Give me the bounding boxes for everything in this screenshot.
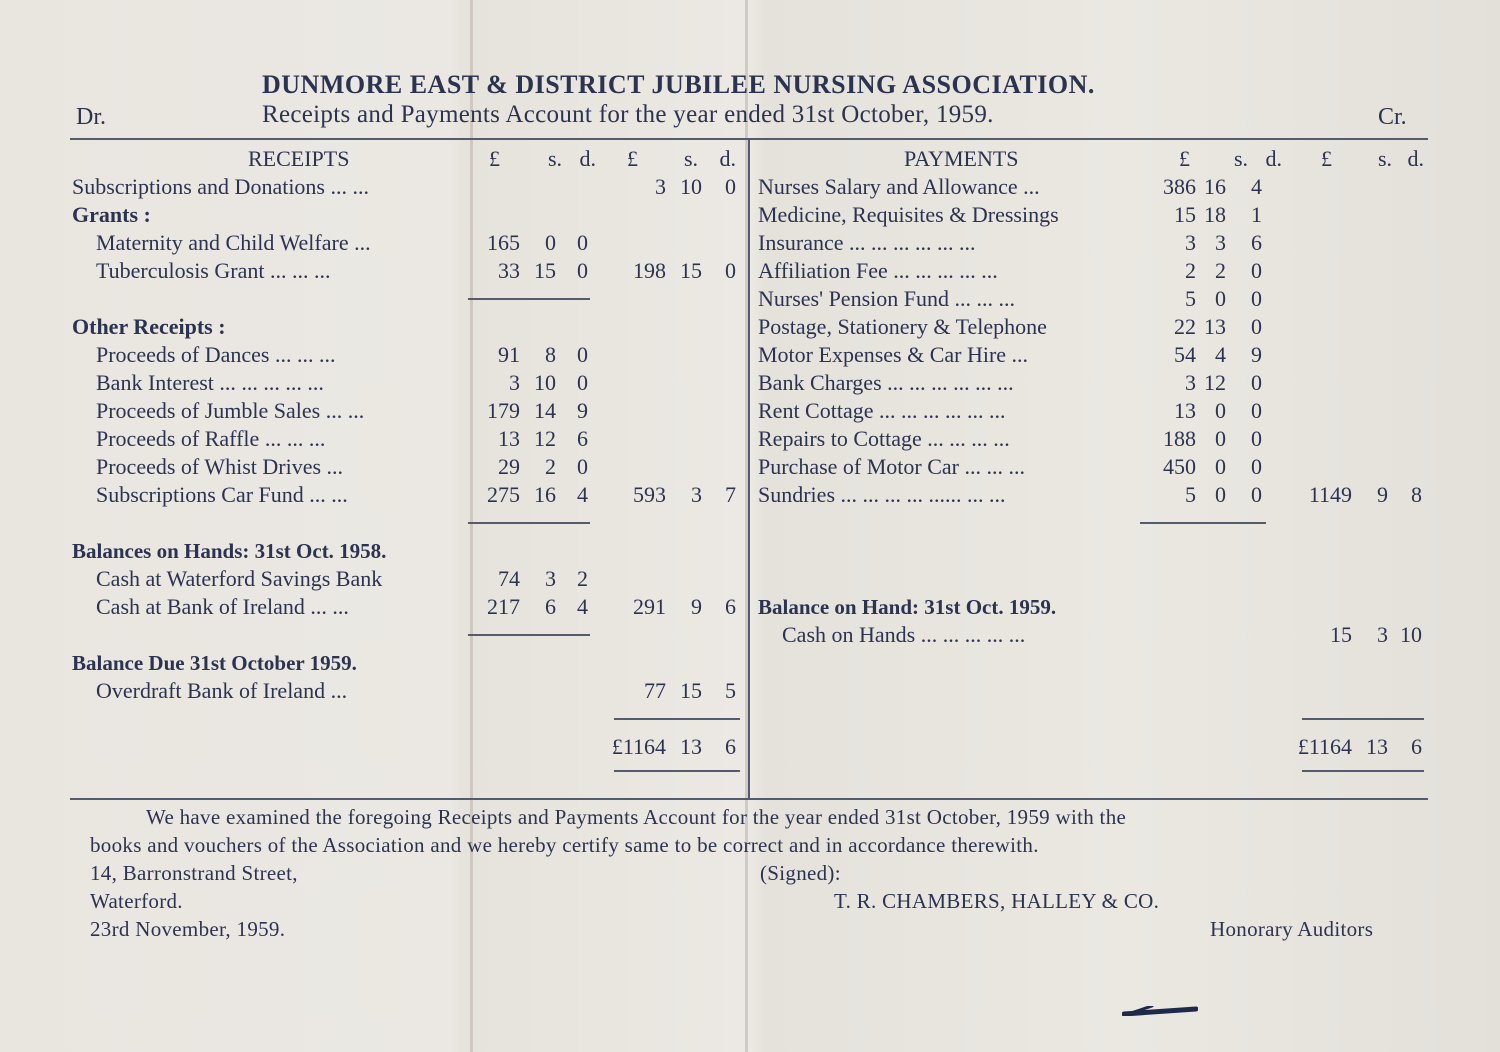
pay-col-pence-2: d. bbox=[1407, 146, 1424, 171]
payment-row-shillings: 12 bbox=[1204, 370, 1226, 395]
cash-on-hands-pounds: 15 bbox=[1330, 622, 1352, 647]
payments-grand-total-pence: 6 bbox=[1411, 734, 1422, 759]
balance-row-pounds: 217 bbox=[487, 594, 520, 619]
payment-row-pounds: 2 bbox=[1185, 258, 1196, 283]
other-total-shillings: 3 bbox=[691, 482, 702, 507]
payment-row-pence: 6 bbox=[1251, 230, 1262, 255]
payment-row-pence: 0 bbox=[1251, 286, 1262, 311]
other-row-pence: 0 bbox=[577, 342, 588, 367]
balance-row-shillings: 3 bbox=[545, 566, 556, 591]
other-row-pounds: 29 bbox=[498, 454, 520, 479]
pay-col-shillings-1: s. bbox=[1233, 146, 1248, 171]
payment-row-shillings: 0 bbox=[1215, 426, 1226, 451]
other-row-pence: 0 bbox=[577, 370, 588, 395]
other-row-pence: 0 bbox=[577, 454, 588, 479]
other-row-label: Proceeds of Raffle ... ... ... bbox=[96, 426, 326, 451]
payment-row-label: Insurance ... ... ... ... ... ... bbox=[758, 230, 976, 255]
balance-row-pence: 4 bbox=[577, 594, 588, 619]
subscriptions-pence: 0 bbox=[725, 174, 736, 199]
grants-heading: Grants : bbox=[72, 202, 151, 227]
grants-total-pence: 0 bbox=[725, 258, 736, 283]
payment-row-label: Repairs to Cottage ... ... ... ... bbox=[758, 426, 1010, 451]
cash-on-hands-shillings: 3 bbox=[1377, 622, 1388, 647]
other-subtotal-rule bbox=[468, 522, 590, 524]
other-row-shillings: 10 bbox=[534, 370, 556, 395]
payment-row-label: Postage, Stationery & Telephone bbox=[758, 314, 1047, 339]
pay-col-pounds-2: £ bbox=[1321, 146, 1332, 171]
receipts-grand-total-shillings: 13 bbox=[680, 734, 702, 759]
center-divider bbox=[748, 140, 750, 800]
rcpt-col-shillings-1: s. bbox=[547, 146, 562, 171]
other-row-label: Proceeds of Jumble Sales ... ... bbox=[96, 398, 365, 423]
other-row-pounds: 3 bbox=[509, 370, 520, 395]
payment-row-pence: 0 bbox=[1251, 426, 1262, 451]
other-row-label: Bank Interest ... ... ... ... ... bbox=[96, 370, 324, 395]
grant-row-shillings: 0 bbox=[545, 230, 556, 255]
auditor-address-line-2: Waterford. bbox=[90, 889, 183, 913]
payments-heading: PAYMENTS bbox=[904, 146, 1019, 171]
overdraft-pence: 5 bbox=[725, 678, 736, 703]
cash-on-hands-label: Cash on Hands ... ... ... ... ... bbox=[782, 622, 1026, 647]
pay-col-shillings-2: s. bbox=[1377, 146, 1392, 171]
rcpt-col-pence-2: d. bbox=[719, 146, 736, 171]
other-row-shillings: 16 bbox=[534, 482, 556, 507]
credit-label: Cr. bbox=[1378, 104, 1407, 130]
payment-row-shillings: 0 bbox=[1215, 286, 1226, 311]
rcpt-col-pounds-2: £ bbox=[627, 146, 638, 171]
rcpt-col-pounds-1: £ bbox=[489, 146, 500, 171]
payment-row-shillings: 2 bbox=[1215, 258, 1226, 283]
payment-row-pence: 0 bbox=[1251, 454, 1262, 479]
footer-rule bbox=[70, 798, 1428, 800]
payment-row-pence: 1 bbox=[1251, 202, 1262, 227]
payments-grand-total-shillings: 13 bbox=[1366, 734, 1388, 759]
other-row-pence: 6 bbox=[577, 426, 588, 451]
payments-total-pence: 8 bbox=[1411, 482, 1422, 507]
balance-row-shillings: 6 bbox=[545, 594, 556, 619]
payment-row-pounds: 22 bbox=[1174, 314, 1196, 339]
auditor-firm-name: T. R. CHAMBERS, HALLEY & CO. bbox=[834, 889, 1160, 913]
payment-row-shillings: 18 bbox=[1204, 202, 1226, 227]
pay-col-pence-1: d. bbox=[1265, 146, 1282, 171]
signed-label: (Signed): bbox=[760, 861, 841, 885]
grants-total-pounds: 198 bbox=[633, 258, 666, 283]
certificate-line-1: We have examined the foregoing Receipts and Payments Account for the year ended 31st October, 1959 with the bbox=[146, 805, 1127, 829]
payment-row-shillings: 0 bbox=[1215, 482, 1226, 507]
payment-row-pence: 4 bbox=[1251, 174, 1262, 199]
payment-row-label: Bank Charges ... ... ... ... ... ... bbox=[758, 370, 1014, 395]
balance-row-pence: 2 bbox=[577, 566, 588, 591]
pen-mark-icon bbox=[1122, 1006, 1198, 1016]
cash-on-hands-pence: 10 bbox=[1400, 622, 1422, 647]
payment-row-shillings: 13 bbox=[1204, 314, 1226, 339]
grants-total-shillings: 15 bbox=[680, 258, 702, 283]
balances-heading: Balances on Hands: 31st Oct. 1958. bbox=[72, 539, 387, 563]
grant-row-label: Tuberculosis Grant ... ... ... bbox=[96, 258, 331, 283]
payment-row-label: Medicine, Requisites & Dressings bbox=[758, 202, 1059, 227]
other-row-pounds: 275 bbox=[487, 482, 520, 507]
certificate-line-2: books and vouchers of the Association and we hereby certify same to be correct and in accordance therewith. bbox=[90, 833, 1039, 857]
other-row-label: Proceeds of Whist Drives ... bbox=[96, 454, 344, 479]
other-row-pounds: 13 bbox=[498, 426, 520, 451]
payment-row-pounds: 13 bbox=[1174, 398, 1196, 423]
balance-row-label: Cash at Waterford Savings Bank bbox=[96, 566, 383, 591]
overdraft-label: Overdraft Bank of Ireland ... bbox=[96, 678, 348, 703]
auditor-address-line-1: 14, Barronstrand Street, bbox=[90, 861, 298, 885]
payments-total-shillings: 9 bbox=[1377, 482, 1388, 507]
payment-row-pence: 0 bbox=[1251, 482, 1262, 507]
payment-row-pence: 9 bbox=[1251, 342, 1262, 367]
other-row-pence: 4 bbox=[577, 482, 588, 507]
payment-row-pounds: 5 bbox=[1185, 286, 1196, 311]
payment-row-shillings: 3 bbox=[1215, 230, 1226, 255]
auditor-role: Honorary Auditors bbox=[1210, 917, 1374, 941]
balances-total-pence: 6 bbox=[725, 594, 736, 619]
payment-row-label: Motor Expenses & Car Hire ... bbox=[758, 342, 1029, 367]
payments-double-rule bbox=[1302, 770, 1424, 772]
subscriptions-shillings: 10 bbox=[680, 174, 702, 199]
receipts-grand-total-pence: 6 bbox=[725, 734, 736, 759]
other-row-shillings: 2 bbox=[545, 454, 556, 479]
pay-col-pounds-1: £ bbox=[1179, 146, 1190, 171]
document-title: DUNMORE EAST & DISTRICT JUBILEE NURSING ASSOCIATION. bbox=[262, 70, 1095, 99]
document-subtitle: Receipts and Payments Account for the year ended 31st October, 1959. bbox=[262, 101, 994, 128]
grant-row-pence: 0 bbox=[577, 230, 588, 255]
payment-row-shillings: 0 bbox=[1215, 398, 1226, 423]
other-row-pence: 9 bbox=[577, 398, 588, 423]
payment-row-label: Affiliation Fee ... ... ... ... ... bbox=[758, 258, 998, 283]
payment-row-pence: 0 bbox=[1251, 370, 1262, 395]
receipts-double-rule bbox=[614, 770, 740, 772]
payment-row-pence: 0 bbox=[1251, 314, 1262, 339]
other-row-shillings: 14 bbox=[534, 398, 556, 423]
other-row-shillings: 8 bbox=[545, 342, 556, 367]
payment-row-pounds: 54 bbox=[1174, 342, 1196, 367]
payments-total-pounds: 1149 bbox=[1308, 482, 1352, 507]
other-receipts-heading: Other Receipts : bbox=[72, 314, 226, 339]
balance-row-label: Cash at Bank of Ireland ... ... bbox=[96, 594, 349, 619]
payment-row-pounds: 188 bbox=[1163, 426, 1196, 451]
other-row-label: Proceeds of Dances ... ... ... bbox=[96, 342, 336, 367]
payment-row-pounds: 386 bbox=[1163, 174, 1196, 199]
rcpt-col-shillings-2: s. bbox=[683, 146, 698, 171]
grant-row-pounds: 33 bbox=[498, 258, 520, 283]
balance-due-heading: Balance Due 31st October 1959. bbox=[72, 651, 357, 675]
payment-row-shillings: 0 bbox=[1215, 454, 1226, 479]
payment-row-pence: 0 bbox=[1251, 398, 1262, 423]
payment-row-label: Rent Cottage ... ... ... ... ... ... bbox=[758, 398, 1006, 423]
balance-on-hand-heading: Balance on Hand: 31st Oct. 1959. bbox=[758, 595, 1057, 619]
balances-total-shillings: 9 bbox=[691, 594, 702, 619]
payment-row-shillings: 4 bbox=[1215, 342, 1226, 367]
payments-grand-total-pounds: £1164 bbox=[1297, 734, 1352, 759]
payment-row-label: Sundries ... ... ... ... ...... ... ... bbox=[758, 482, 1006, 507]
balances-subtotal-rule bbox=[468, 634, 590, 636]
other-total-pounds: 593 bbox=[633, 482, 666, 507]
payment-row-label: Purchase of Motor Car ... ... ... bbox=[758, 454, 1026, 479]
grants-subtotal-rule bbox=[468, 298, 590, 300]
receipts-total-rule bbox=[614, 718, 740, 720]
balance-row-pounds: 74 bbox=[498, 566, 520, 591]
payments-total-rule bbox=[1302, 718, 1424, 720]
receipts-heading: RECEIPTS bbox=[248, 146, 350, 171]
other-row-pounds: 91 bbox=[498, 342, 520, 367]
grant-row-pounds: 165 bbox=[487, 230, 520, 255]
other-row-shillings: 12 bbox=[534, 426, 556, 451]
payment-row-pounds: 3 bbox=[1185, 370, 1196, 395]
certificate-date: 23rd November, 1959. bbox=[90, 917, 286, 941]
payment-row-pounds: 3 bbox=[1185, 230, 1196, 255]
rcpt-col-pence-1: d. bbox=[579, 146, 596, 171]
other-row-label: Subscriptions Car Fund ... ... bbox=[96, 482, 348, 507]
overdraft-pounds: 77 bbox=[644, 678, 666, 703]
subscriptions-label: Subscriptions and Donations ... ... bbox=[72, 174, 369, 199]
payment-row-label: Nurses' Pension Fund ... ... ... bbox=[758, 286, 1015, 311]
payment-row-label: Nurses Salary and Allowance ... bbox=[758, 174, 1040, 199]
receipts-grand-total-pounds: £1164 bbox=[611, 734, 666, 759]
payment-row-pounds: 450 bbox=[1163, 454, 1196, 479]
payment-row-shillings: 16 bbox=[1204, 174, 1226, 199]
debit-label: Dr. bbox=[76, 104, 106, 130]
overdraft-shillings: 15 bbox=[680, 678, 702, 703]
other-row-pounds: 179 bbox=[487, 398, 520, 423]
balances-total-pounds: 291 bbox=[633, 594, 666, 619]
subscriptions-pounds: 3 bbox=[655, 174, 666, 199]
other-total-pence: 7 bbox=[725, 482, 736, 507]
grant-row-label: Maternity and Child Welfare ... bbox=[96, 230, 371, 255]
payment-row-pence: 0 bbox=[1251, 258, 1262, 283]
grant-row-shillings: 15 bbox=[534, 258, 556, 283]
payment-row-pounds: 15 bbox=[1174, 202, 1196, 227]
payment-row-pounds: 5 bbox=[1185, 482, 1196, 507]
grant-row-pence: 0 bbox=[577, 258, 588, 283]
payments-subtotal-rule bbox=[1140, 522, 1266, 524]
